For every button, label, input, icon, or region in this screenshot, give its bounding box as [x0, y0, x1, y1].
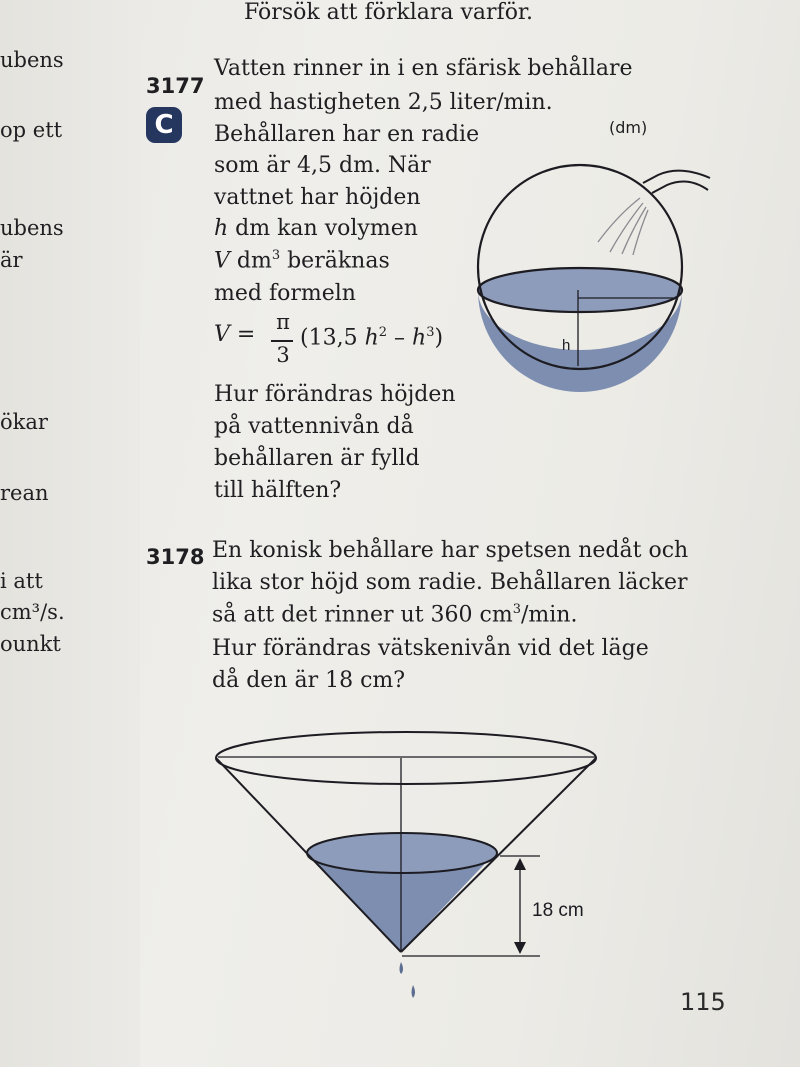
- formula-exp: 3: [426, 325, 435, 340]
- left-edge-text: i att: [0, 569, 43, 593]
- arrow-down-icon: [514, 942, 526, 954]
- left-edge-text: cm³/s.: [0, 600, 65, 624]
- superscript: 3: [271, 248, 281, 263]
- badge-letter: C: [154, 110, 174, 140]
- cone-rim: [216, 732, 596, 784]
- problem-3177-question: behållaren är fylld: [214, 446, 420, 471]
- problem-3177-line: Behållaren har en radie: [214, 122, 480, 147]
- problem-3177-question: Hur förändras höjden: [214, 382, 456, 407]
- problem-3177-line: med formeln: [214, 281, 356, 306]
- left-edge-text: ubens: [0, 216, 64, 240]
- problem-3177-line: Vatten rinner in i en sfärisk behållare: [214, 56, 633, 81]
- formula-part: –: [387, 325, 413, 351]
- drop-icon: [400, 962, 404, 974]
- drop-icon: [412, 985, 416, 998]
- var-h: h: [214, 216, 229, 241]
- formula-h: h: [412, 325, 427, 351]
- problem-3178-line: En konisk behållare har spetsen nedåt och: [212, 538, 689, 563]
- line-text: dm kan volymen: [228, 216, 418, 241]
- formula-part: ): [434, 325, 444, 351]
- formula-h: h: [364, 325, 379, 351]
- unit-label: (dm): [609, 118, 648, 137]
- cone-height-label: 18 cm: [532, 900, 584, 921]
- line-text: /min.: [521, 602, 578, 628]
- problem-3177-question: på vattennivån då: [214, 414, 414, 439]
- left-edge-text: ökar: [0, 410, 48, 434]
- formula-pi: π: [276, 310, 290, 334]
- formula-denominator: 3: [276, 343, 290, 367]
- problem-3178-line: Hur förändras vätskenivån vid det läge: [212, 636, 649, 661]
- formula-lhs: V =: [214, 322, 256, 347]
- cone-water-surface: [307, 833, 497, 873]
- var-v: V: [214, 248, 230, 274]
- left-edge-text: är: [0, 248, 23, 272]
- problem-number-3178: 3178: [146, 545, 205, 569]
- left-edge-text: rean: [0, 481, 49, 505]
- superscript: 3: [512, 602, 521, 617]
- problem-3177-question: till hälften?: [214, 478, 342, 503]
- cone-figure: [216, 732, 596, 998]
- problem-3178-line: då den är 18 cm?: [212, 668, 406, 693]
- previous-problem-text: Försök att förklara varför.: [244, 0, 534, 25]
- problem-3178-line: lika stor höjd som radie. Behållaren läcker: [212, 570, 688, 595]
- left-edge-text: ounkt: [0, 632, 61, 656]
- arrow-up-icon: [514, 858, 526, 870]
- problem-3177-line: vattnet har höjden: [214, 185, 421, 210]
- page-number: 115: [680, 988, 726, 1016]
- problem-3177-line: som är 4,5 dm. När: [214, 153, 431, 178]
- formula-part: (13,5: [300, 325, 365, 351]
- line-text: dm: [229, 248, 272, 274]
- formula-exp: 2: [378, 325, 388, 340]
- line-text: beräknas: [280, 248, 390, 274]
- problem-number-3177: 3177: [146, 74, 205, 98]
- problem-3177-line: med hastigheten 2,5 liter/min.: [214, 90, 553, 115]
- height-label: h: [562, 337, 571, 354]
- left-edge-text: ubens: [0, 48, 64, 72]
- left-edge-text: op ett: [0, 118, 63, 142]
- line-text: så att det rinner ut 360 cm: [212, 602, 513, 628]
